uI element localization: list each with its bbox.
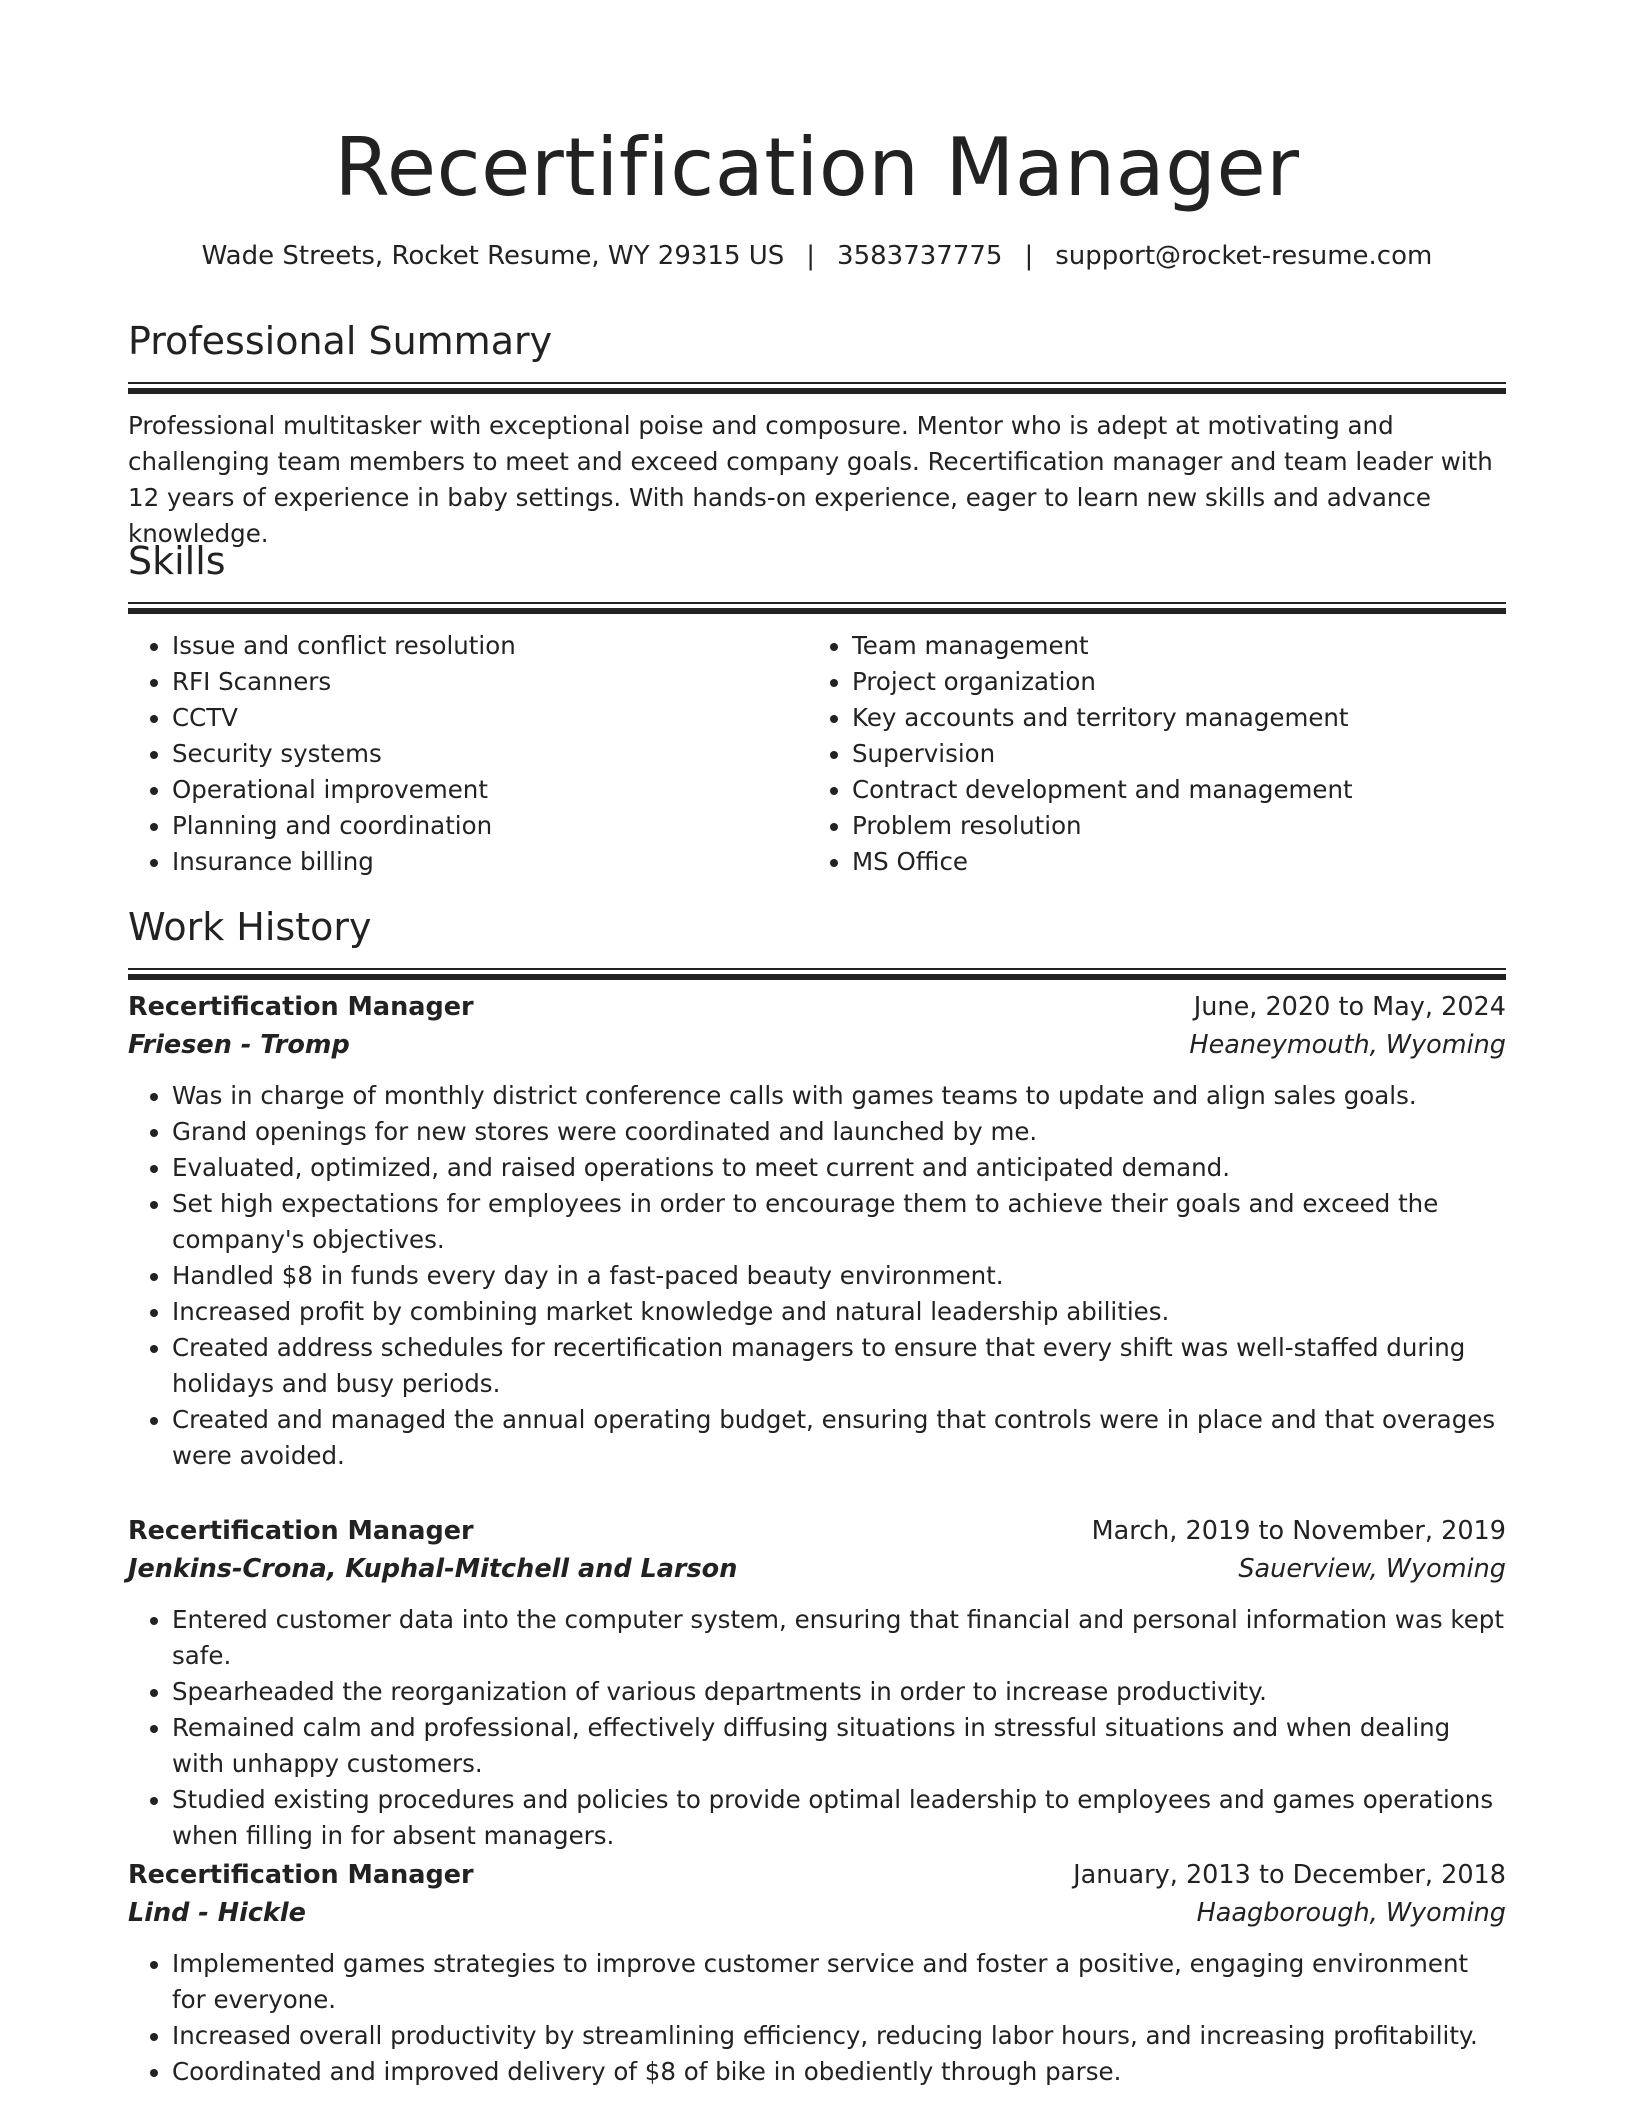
job-bullet: • Created address schedules for recertification managers to ensure that every shift was well-staffed during holidays and busy periods.	[172, 1330, 1506, 1402]
job-bullet: • Grand openings for new stores were coordinated and launched by me.	[172, 1114, 1506, 1150]
job-company: Jenkins-Crona, Kuphal-Mitchell and Larson	[128, 1554, 738, 1584]
job-bullet: • Increased overall productivity by streamlining efficiency, reducing labor hours, and increasing profitability.	[172, 2018, 1506, 2054]
work-history-section	[128, 902, 1506, 980]
skill-item: • Problem resolution	[852, 808, 1488, 844]
skills-columns	[128, 628, 1506, 880]
job-company: Friesen - Tromp	[128, 1030, 350, 1060]
skills-section	[128, 536, 1506, 880]
job-bullet: • Handled $8 in funds every day in a fast-paced beauty environment.	[172, 1258, 1506, 1294]
job-location: Heaneymouth, Wyoming	[1189, 1030, 1506, 1060]
job-dates: June, 2020 to May, 2024	[1193, 992, 1506, 1022]
job-bullet: • Increased profit by combining market knowledge and natural leadership abilities.	[172, 1294, 1506, 1330]
job-company: Lind - Hickle	[128, 1898, 306, 1928]
job-location: Haagborough, Wyoming	[1196, 1898, 1506, 1928]
job-bullet: • Spearheaded the reorganization of various departments in order to increase productivity.	[172, 1674, 1506, 1710]
summary-section	[128, 316, 1506, 552]
job-entry	[128, 1856, 1506, 2090]
skill-item: • Issue and conflict resolution	[172, 628, 808, 664]
skill-item: • Key accounts and territory management	[852, 700, 1488, 736]
skill-item: • MS Office	[852, 844, 1488, 880]
job-bullets	[128, 1602, 1506, 1854]
contact-line	[128, 238, 1506, 274]
section-title-summary: Professional Summary	[128, 319, 553, 363]
skill-item: • Project organization	[852, 664, 1488, 700]
skill-item: • Security systems	[172, 736, 808, 772]
job-bullet: • Was in charge of monthly district conference calls with games teams to update and align sales goals.	[172, 1078, 1506, 1114]
job-bullets	[128, 1078, 1506, 1474]
job-bullet: • Entered customer data into the computer system, ensuring that financial and personal information was kept safe.	[172, 1602, 1506, 1674]
job-header	[128, 1856, 1506, 1894]
job-entry	[128, 988, 1506, 1474]
job-title: Recertification Manager	[128, 1860, 474, 1890]
contact-separator: |	[806, 241, 816, 271]
job-bullets	[128, 1946, 1506, 2090]
job-bullet: • Remained calm and professional, effectively diffusing situations in stressful situations and when dealing with unhappy customers.	[172, 1710, 1506, 1782]
job-bullet: • Set high expectations for employees in order to encourage them to achieve their goals and exceed the company's objectives.	[172, 1186, 1506, 1258]
skill-item: • Insurance billing	[172, 844, 808, 880]
skill-item: • Team management	[852, 628, 1488, 664]
section-title-work-history: Work History	[128, 905, 372, 949]
job-title: Recertification Manager	[128, 992, 474, 1022]
job-title: Recertification Manager	[128, 1516, 474, 1546]
skill-item: • RFI Scanners	[172, 664, 808, 700]
job-subheader	[128, 1550, 1506, 1588]
job-dates: January, 2013 to December, 2018	[1073, 1860, 1506, 1890]
job-bullet: • Created and managed the annual operating budget, ensuring that controls were in place and that overages were avoided.	[172, 1402, 1506, 1474]
job-subheader	[128, 1894, 1506, 1932]
job-bullet: • Coordinated and improved delivery of $8 of bike in obediently through parse.	[172, 2054, 1506, 2090]
job-entry	[128, 1512, 1506, 1854]
contact-phone: 3583737775	[837, 241, 1003, 271]
resume-name: Recertification Manager	[334, 121, 1300, 214]
section-divider	[128, 968, 1506, 980]
contact-separator: |	[1024, 241, 1034, 271]
contact-address: Wade Streets, Rocket Resume, WY 29315 US	[201, 241, 785, 271]
contact-email: support@rocket-resume.com	[1055, 241, 1433, 271]
job-bullet: • Evaluated, optimized, and raised operations to meet current and anticipated demand.	[172, 1150, 1506, 1186]
section-divider	[128, 382, 1506, 394]
job-bullet: • Studied existing procedures and policies to provide optimal leadership to employees and games operations when filling in for absent managers.	[172, 1782, 1506, 1854]
skill-item: • Operational improvement	[172, 772, 808, 808]
skill-item: • Contract development and management	[852, 772, 1488, 808]
skills-list-left	[128, 628, 808, 880]
section-divider	[128, 602, 1506, 614]
skill-item: • Supervision	[852, 736, 1488, 772]
job-header	[128, 988, 1506, 1026]
skills-list-right	[808, 628, 1488, 880]
skill-item: • Planning and coordination	[172, 808, 808, 844]
job-dates: March, 2019 to November, 2019	[1091, 1516, 1506, 1546]
skill-item: • CCTV	[172, 700, 808, 736]
job-location: Sauerview, Wyoming	[1238, 1554, 1506, 1584]
job-bullet: • Implemented games strategies to improve customer service and foster a positive, engaging environment for everyone.	[172, 1946, 1506, 2018]
summary-text: Professional multitasker with exceptional poise and composure. Mentor who is adept at motivating and challenging team members to meet and exceed company goals. Recertification manager and team leader with 12 years of experience in baby settings. With hands-on experience, eager to learn new skills and advance knowledge.	[128, 411, 1493, 548]
job-header	[128, 1512, 1506, 1550]
section-title-skills: Skills	[128, 539, 226, 583]
job-subheader	[128, 1026, 1506, 1064]
